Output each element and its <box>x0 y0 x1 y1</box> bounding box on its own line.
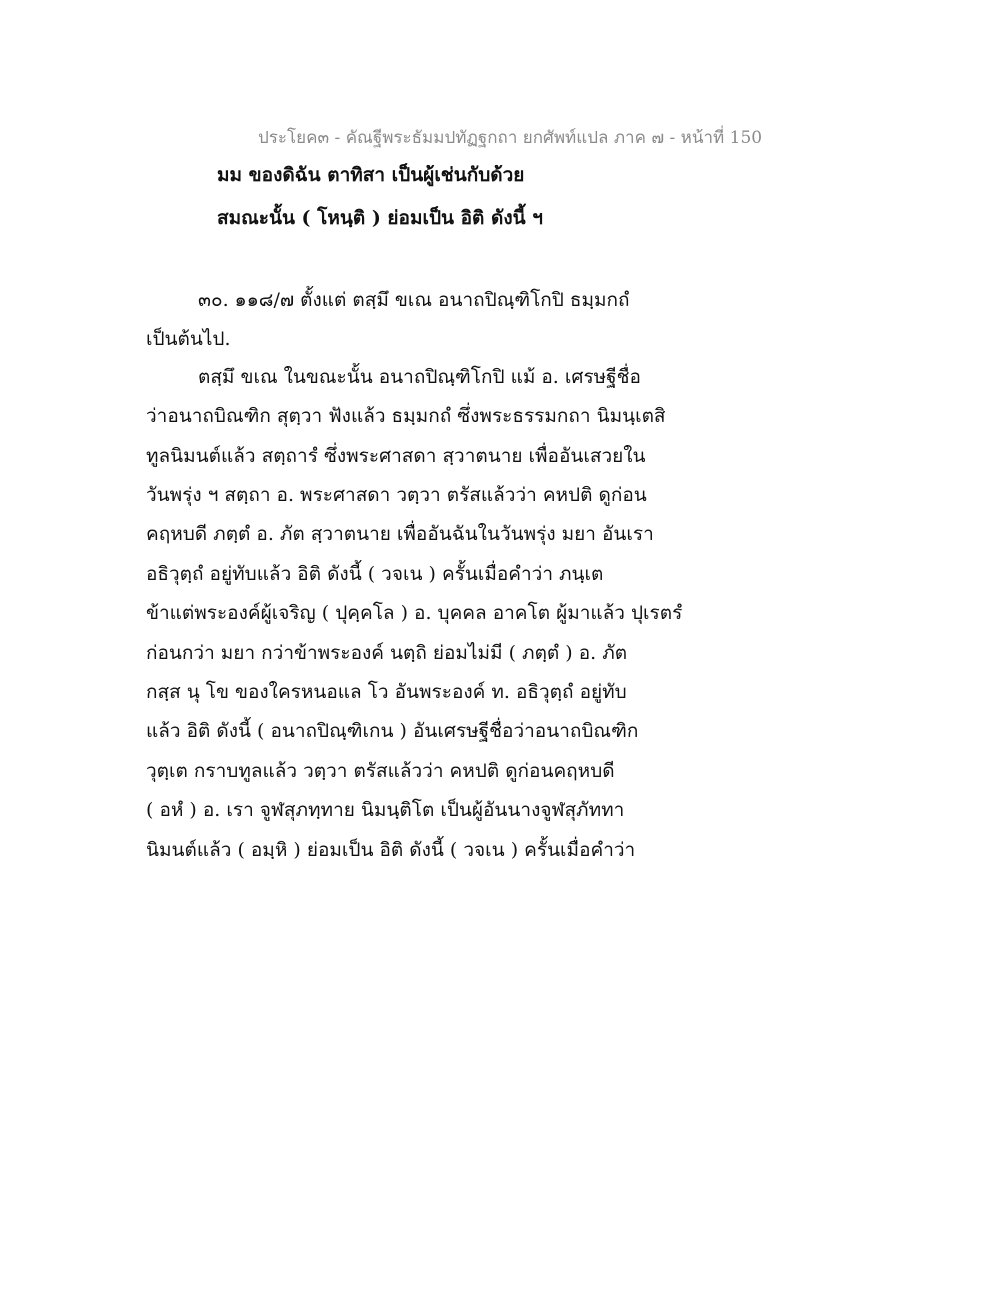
opening-line: มม ของดิฉัน ตาทิสา เป็นผู้เช่นกับด้วย <box>217 164 525 186</box>
body-line: แล้ว อิติ ดังนี้ ( อนาถปิณฺฑิเกน ) อันเศรษฐีชื่อว่าอนาถบิณฑิก <box>146 720 639 742</box>
section-heading-line: เป็นต้นไป. <box>146 328 231 350</box>
body-line: ( อหํ ) อ. เรา จูฬสุภทฺทาย นิมนฺติโต เป็นผู้อันนางจูฬสุภัททา <box>146 799 625 821</box>
body-line: คฤหบดี ภตฺตํ อ. ภัต สฺวาตนาย เพื่ออันฉันในวันพรุ่ง มยา อันเรา <box>146 523 654 545</box>
body-line: ทูลนิมนต์แล้ว สตฺถารํ ซึ่งพระศาสดา สฺวาตนาย เพื่ออันเสวยใน <box>146 445 646 467</box>
section-heading-line: ๓๐. ๑๑๘/๗ ตั้งแต่ ตสฺมึ ขเณ อนาถปิณฺฑิโกปิ ธมฺมกถํ <box>198 289 630 311</box>
body-line: ก่อนกว่า มยา กว่าข้าพระองค์ นตฺถิ ย่อมไม่มี ( ภตฺตํ ) อ. ภัต <box>146 642 628 664</box>
opening-line: สมณะนั้น ( โหนฺติ ) ย่อมเป็น อิติ ดังนี้ ฯ <box>217 207 543 229</box>
body-line: กสฺส นุ โข ของใครหนอแล โว อันพระองค์ ท. อธิวุตฺถํ อยู่ทับ <box>146 681 627 703</box>
body-line: วุตฺเต กราบทูลแล้ว วตฺวา ตรัสแล้วว่า คหปติ ดูก่อนคฤหบดี <box>146 760 615 782</box>
body-line: ตสฺมึ ขเณ ในขณะนั้น อนาถปิณฺฑิโกปิ แม้ อ. เศรษฐีชื่อ <box>198 366 641 388</box>
body-line: นิมนต์แล้ว ( อมฺหิ ) ย่อมเป็น อิติ ดังนี้ ( วจเน ) ครั้นเมื่อคำว่า <box>146 839 636 861</box>
body-line: อธิวุตฺถํ อยู่ทับแล้ว อิติ ดังนี้ ( วจเน ) ครั้นเมื่อคำว่า ภนฺเต <box>146 563 604 585</box>
body-line: ข้าแต่พระองค์ผู้เจริญ ( ปุคฺคโล ) อ. บุคคล อาคโต ผู้มาแล้ว ปุเรตรํ <box>146 602 683 624</box>
body-line: ว่าอนาถบิณฑิก สุตฺวา ฟังแล้ว ธมฺมกถํ ซึ่งพระธรรมกถา นิมนฺเตสิ <box>146 405 666 427</box>
body-line: วันพรุ่ง ฯ สตฺถา อ. พระศาสดา วตฺวา ตรัสแล้วว่า คหปติ ดูก่อน <box>146 484 647 506</box>
page-header: ประโยค๓ - คัณฐีพระธัมมปทัฏฐกถา ยกศัพท์แปล ภาค ๗ - หน้าที่ 150 <box>258 128 763 148</box>
